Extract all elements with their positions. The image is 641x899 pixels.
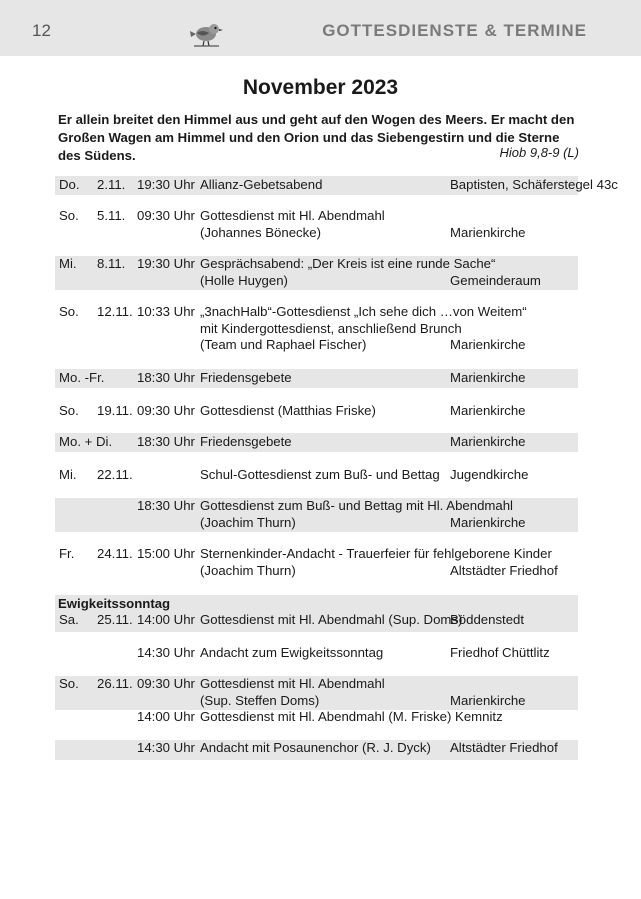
event-place: Marienkirche: [450, 370, 526, 386]
event-date: 8.11.: [97, 256, 126, 271]
page-number: 12: [32, 21, 51, 40]
event-place: Marienkirche: [450, 224, 526, 240]
event-time: 18:30 Uhr: [137, 370, 195, 386]
event-description: Andacht zum Ewigkeitssonntag: [200, 645, 384, 661]
event-time: 09:30 Uhr: [137, 676, 195, 691]
event-day: Fr.: [59, 546, 75, 561]
event-description: mit Kindergottesdienst, anschließend Brunch: [200, 320, 462, 336]
event-time: 09:30 Uhr: [137, 208, 195, 223]
event-date: 25.11.: [97, 612, 133, 627]
event-day: Mo. + Di.: [59, 434, 113, 450]
event-day: Mo. -Fr.: [59, 370, 105, 386]
event-description: Gottesdienst mit Hl. Abendmahl: [200, 208, 385, 223]
quote-text: Er allein breitet den Himmel aus und geht auf den Wogen des Meers. Er macht den Großen Wagen am Himmel und den Orion und das Siebengestirn und die Sterne des Südens.: [58, 112, 575, 163]
event-place: Marienkirche: [450, 514, 526, 530]
event-row: [55, 740, 578, 760]
quote-reference: Hiob 9,8-9 (L): [499, 145, 579, 160]
event-row: [55, 676, 578, 710]
event-day: Mi.: [59, 467, 77, 483]
event-place: Gemeinderaum: [450, 272, 541, 288]
page-header: [0, 0, 641, 56]
bird-icon: [189, 18, 225, 48]
event-day: Mi.: [59, 256, 77, 271]
event-place: Friedhof Chüttlitz: [450, 645, 550, 661]
event-date: 26.11.: [97, 676, 133, 691]
event-row: [55, 304, 578, 354]
event-row: [55, 644, 578, 663]
event-description: Gesprächsabend: „Der Kreis ist eine runde Sache“: [200, 256, 496, 271]
event-description: (Joachim Thurn): [200, 562, 296, 578]
event-date: 12.11.: [97, 304, 133, 319]
event-row: [55, 612, 578, 632]
page-title: November 2023: [242, 76, 399, 99]
event-time: 09:30 Uhr: [137, 403, 195, 419]
event-row: [55, 402, 578, 421]
event-date: 2.11.: [97, 177, 126, 193]
event-date: 24.11.: [97, 546, 133, 561]
event-row: [55, 466, 578, 485]
event-time: 14:30 Uhr: [137, 645, 195, 661]
event-time: 14:30 Uhr: [137, 740, 195, 755]
event-row: [55, 709, 578, 726]
event-row: [55, 433, 578, 452]
event-row: [55, 369, 578, 388]
event-day: So.: [59, 676, 79, 691]
event-row: [55, 498, 578, 532]
event-description: Sternenkinder-Andacht - Trauerfeier für fehlgeborene Kinder: [200, 546, 552, 561]
event-time: 19:30 Uhr: [137, 256, 195, 271]
event-description: Gottesdienst (Matthias Friske): [200, 403, 376, 419]
event-date: 22.11.: [97, 467, 133, 483]
event-description: Allianz-Gebetsabend: [200, 177, 323, 193]
event-day: So.: [59, 208, 79, 223]
event-description: (Team und Raphael Fischer): [200, 337, 367, 352]
event-place: Marienkirche: [450, 692, 526, 708]
event-time: 14:00 Uhr: [137, 709, 195, 725]
event-place: Böddenstedt: [450, 612, 525, 627]
event-description: Andacht mit Posaunenchor (R. J. Dyck): [200, 740, 431, 755]
event-time: 19:30 Uhr: [137, 177, 195, 193]
event-place: Marienkirche: [450, 434, 526, 450]
section-title: GOTTESDIENSTE & TERMINE: [322, 21, 587, 40]
event-row: [55, 208, 578, 242]
event-description: „3nachHalb“-Gottesdienst „Ich sehe dich …von Weitem“: [200, 304, 527, 319]
event-description: (Holle Huygen): [200, 272, 288, 288]
event-place: Marienkirche: [450, 403, 526, 419]
event-day: Do.: [59, 177, 80, 193]
event-row: [55, 256, 578, 290]
event-description: Gottesdienst zum Buß- und Bettag mit Hl. Abendmahl: [200, 498, 513, 513]
event-time: 18:30 Uhr: [137, 434, 195, 450]
event-description: Friedensgebete: [200, 370, 292, 386]
event-description: Gottesdienst mit Hl. Abendmahl (Sup. Doms): [200, 612, 463, 627]
event-description: Friedensgebete: [200, 434, 292, 450]
event-description: (Sup. Steffen Doms): [200, 692, 320, 708]
event-description: (Johannes Bönecke): [200, 224, 321, 240]
event-row: [55, 546, 578, 580]
event-description: Gottesdienst mit Hl. Abendmahl: [200, 676, 385, 691]
event-day: So.: [59, 403, 79, 419]
event-place: Baptisten, Schäferstegel 43c: [450, 177, 618, 193]
event-day: So.: [59, 304, 79, 319]
event-row: [55, 176, 618, 195]
event-place: Marienkirche: [450, 337, 526, 352]
event-place: Jugendkirche: [450, 467, 529, 483]
event-date: 5.11.: [97, 208, 126, 223]
event-place: Altstädter Friedhof: [450, 562, 558, 578]
event-description: Gottesdienst mit Hl. Abendmahl (M. Friske) Kemnitz: [200, 709, 503, 725]
event-description: (Joachim Thurn): [200, 514, 296, 530]
event-time: 15:00 Uhr: [137, 546, 195, 561]
event-description: Schul-Gottesdienst zum Buß- und Bettag: [200, 467, 440, 483]
event-time: 10:33 Uhr: [137, 304, 195, 319]
event-time: 18:30 Uhr: [137, 498, 195, 513]
event-place: Altstädter Friedhof: [450, 740, 558, 755]
event-day: Sa.: [59, 612, 79, 627]
event-date: 19.11.: [97, 403, 133, 419]
special-day-heading: Ewigkeitssonntag: [58, 596, 171, 611]
event-time: 14:00 Uhr: [137, 612, 195, 627]
